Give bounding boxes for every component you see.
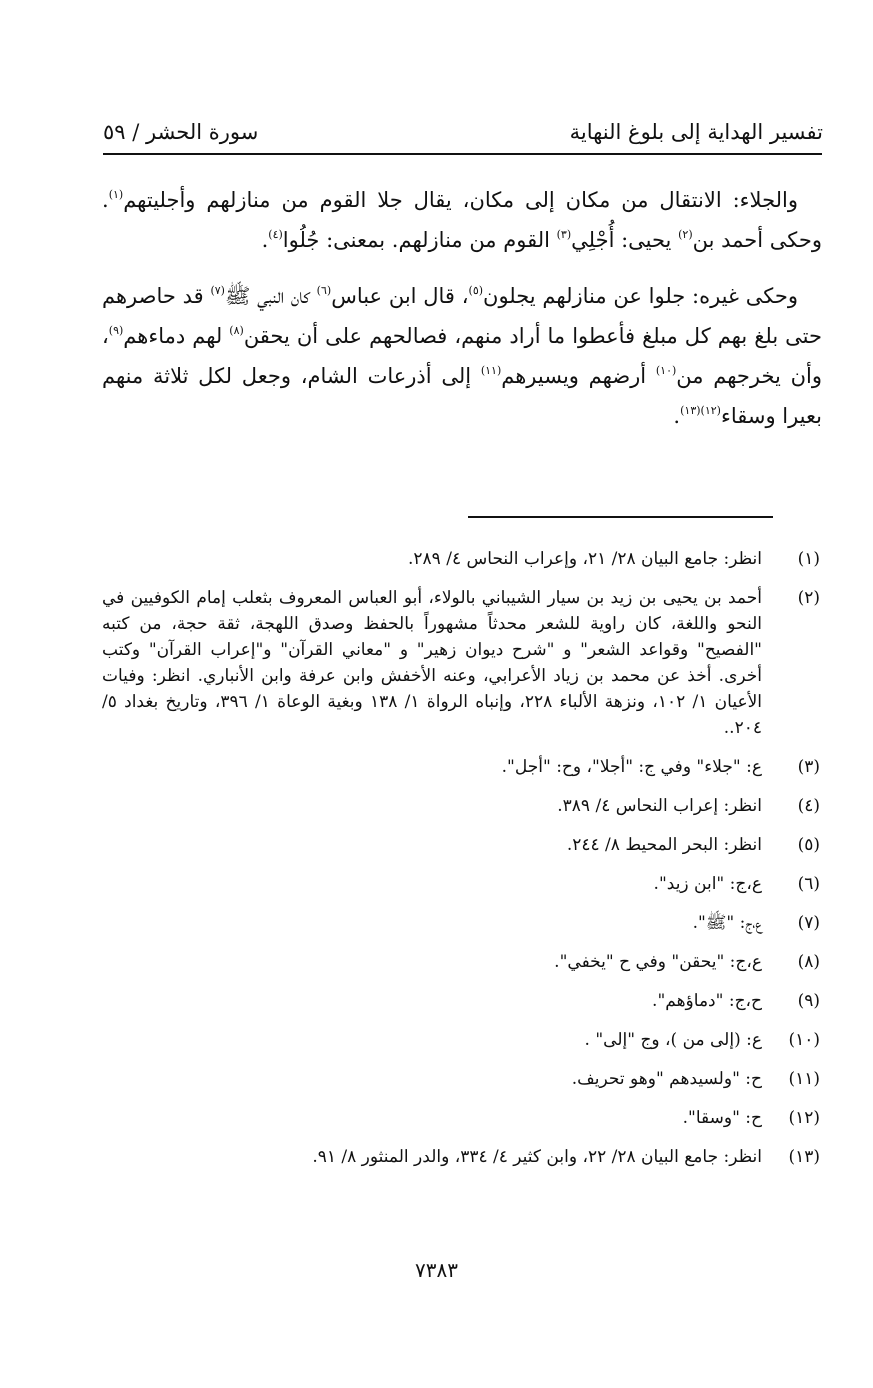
paragraph-1-text-2: . وحكى أحمد بن	[102, 188, 822, 252]
footnote-item-12	[102, 1105, 820, 1131]
footnote-text: انظر: جامع البيان ٢٨/ ٢١، وإعراب النحاس ٤/ ٢٨٩.	[408, 549, 762, 569]
footnote-text: ع: (إلى من )، وج "إلى" .	[584, 1030, 762, 1050]
footnote-item-4	[102, 793, 820, 819]
footnote-reference-1: (١)	[108, 188, 124, 201]
footnote-reference-11: (١١)	[480, 364, 502, 377]
footnote-reference-3: (٣)	[556, 228, 572, 241]
paragraph-2-text-8: إلى أذرعات الشام، وجعل لكل ثلاثة منهم بعيرا وسقاء	[102, 364, 822, 428]
paragraph-2-text-7: أرضهم ويسيرهم	[501, 364, 656, 388]
paragraph-2-text-1: وحكى غيره: جلوا عن منازلهم يجلون	[483, 284, 798, 308]
header-rule	[103, 153, 822, 155]
paragraph-1-text-4: القوم من منازلهم. بمعنى: جُلُوا	[282, 228, 557, 252]
footnote-item-3	[102, 754, 820, 780]
footnote-separator	[468, 516, 773, 518]
surah-page-label: سورة الحشر / ٥٩	[103, 119, 259, 144]
footnote-number: (١٠)	[788, 1030, 820, 1050]
footnote-reference-2: (٢)	[678, 228, 693, 241]
footnote-text: ح: "ولسيدهم "وهو تحريف.	[571, 1069, 762, 1089]
main-paragraph-2	[102, 276, 822, 436]
footnote-text: أحمد بن يحيى بن زيد بن سيار الشيباني بالولاء، أبو العباس المعروف بثعلب إمام الكوفيين في النحو واللغة، كان راوية للشعر محدثاً مشهوراً بالحفظ وصدق اللهجة، ثقة حجة، من كتبه "الفصيح" وقواعد الشعر" و "شرح ديوان زهير" و "معاني القرآن" و"إعراب القرآن" وكتب أخرى. أخذ عن محمد بن زياد الأعرابي، وعنه الأخفش وابن عرفة وابن الأنباري. انظر: وفيات الأعيان ١/ ١٠٢، ونزهة الألباء ٢٢٨، وإنباه الرواة ١/ ١٣٨ وبغية الوعاة ١/ ٣٩٦، وتاريخ بغداد ٥/ ٢٠٤..	[102, 588, 763, 738]
footnote-item-13	[102, 1144, 820, 1170]
footnote-number: (٩)	[797, 991, 820, 1011]
footnote-text: انظر: إعراب النحاس ٤/ ٣٨٩.	[557, 796, 762, 816]
book-title: تفسير الهداية إلى بلوغ النهاية	[569, 119, 823, 144]
footnote-item-1	[102, 546, 820, 572]
footnote-number: (٥)	[797, 835, 820, 855]
footnote-item-2	[102, 585, 820, 741]
footnote-reference-13: (١٣)	[680, 404, 701, 417]
footnote-number: (٤)	[797, 796, 820, 816]
paragraph-2-text-6: ، وأن يخرجهم من	[102, 324, 822, 388]
footnote-reference-10: (١٠)	[655, 364, 677, 377]
footnote-text: ح: "وسقا".	[682, 1108, 762, 1128]
paragraph-2-text-3: كان النبي ﷺ	[224, 284, 317, 308]
footnote-text: ع،ج: "ابن زيد".	[653, 874, 762, 894]
footnote-number: (١)	[797, 549, 820, 569]
footnote-number: (١٢)	[788, 1108, 820, 1128]
footnote-text: ع: "جلاء" وفي ج: "أجلا"، وح: "أجل".	[501, 757, 762, 777]
main-text	[102, 180, 822, 436]
paragraph-2-text-2: ، قال ابن عباس	[331, 284, 469, 308]
footnote-item-9	[102, 988, 820, 1014]
footnote-item-7	[102, 910, 820, 936]
footnote-item-10	[102, 1027, 820, 1053]
footnote-number: (٨)	[797, 952, 820, 972]
footnote-number: (٣)	[797, 757, 820, 777]
footnote-reference-4: (٤)	[268, 228, 283, 241]
paragraph-2-text-4: قد حاصرهم حتى بلغ بهم كل مبلغ فأعطوا ما أراد منهم، فصالحهم على أن يحقن	[102, 284, 823, 348]
footnote-number: (٧)	[797, 913, 820, 933]
footnote-reference-9: (٩)	[108, 324, 124, 337]
footnote-number: (١٣)	[788, 1147, 820, 1167]
footnotes-list	[102, 546, 820, 1183]
footnote-text: انظر: جامع البيان ٢٨/ ٢٢، وابن كثير ٤/ ٣٣٤، والدر المنثور ٨/ ٩١.	[312, 1147, 762, 1167]
page-header	[103, 112, 823, 152]
paragraph-1-text-1: والجلاء: الانتقال من مكان إلى مكان، يقال جلا القوم من منازلهم وأجليتهم	[123, 188, 798, 212]
footnote-number: (٢)	[797, 588, 820, 608]
footnote-item-11	[102, 1066, 820, 1092]
page-number: ٧٣٨٣	[415, 1258, 458, 1282]
footnote-text: انظر: البحر المحيط ٨/ ٢٤٤.	[566, 835, 762, 855]
footnote-reference-6: (٦)	[316, 284, 332, 297]
footnote-number: (١١)	[788, 1069, 820, 1089]
footnote-reference-8: (٨)	[229, 324, 244, 337]
footnote-reference-7: (٧)	[210, 284, 225, 297]
footnote-text: ح،ج: "دماؤهم".	[652, 991, 762, 1011]
paragraph-1-text-5: .	[261, 228, 269, 252]
footnote-text: ع،ج: "يحقن" وفي ح "يخفي".	[554, 952, 762, 972]
footnote-item-5	[102, 832, 820, 858]
paragraph-2-text-5: لهم دماءهم	[123, 324, 230, 348]
paragraph-2-text-9: .	[673, 404, 681, 428]
paragraph-1-text-3: يحيى: أُجْلِي	[571, 228, 679, 252]
footnote-number: (٦)	[797, 874, 820, 894]
footnote-reference-12: (١٢)	[700, 404, 721, 417]
footnote-text: ع،ج: "ﷺ".	[692, 913, 762, 933]
footnote-item-8	[102, 949, 820, 975]
footnote-item-6	[102, 871, 820, 897]
main-paragraph-1	[102, 180, 822, 260]
footnote-reference-5: (٥)	[468, 284, 484, 297]
